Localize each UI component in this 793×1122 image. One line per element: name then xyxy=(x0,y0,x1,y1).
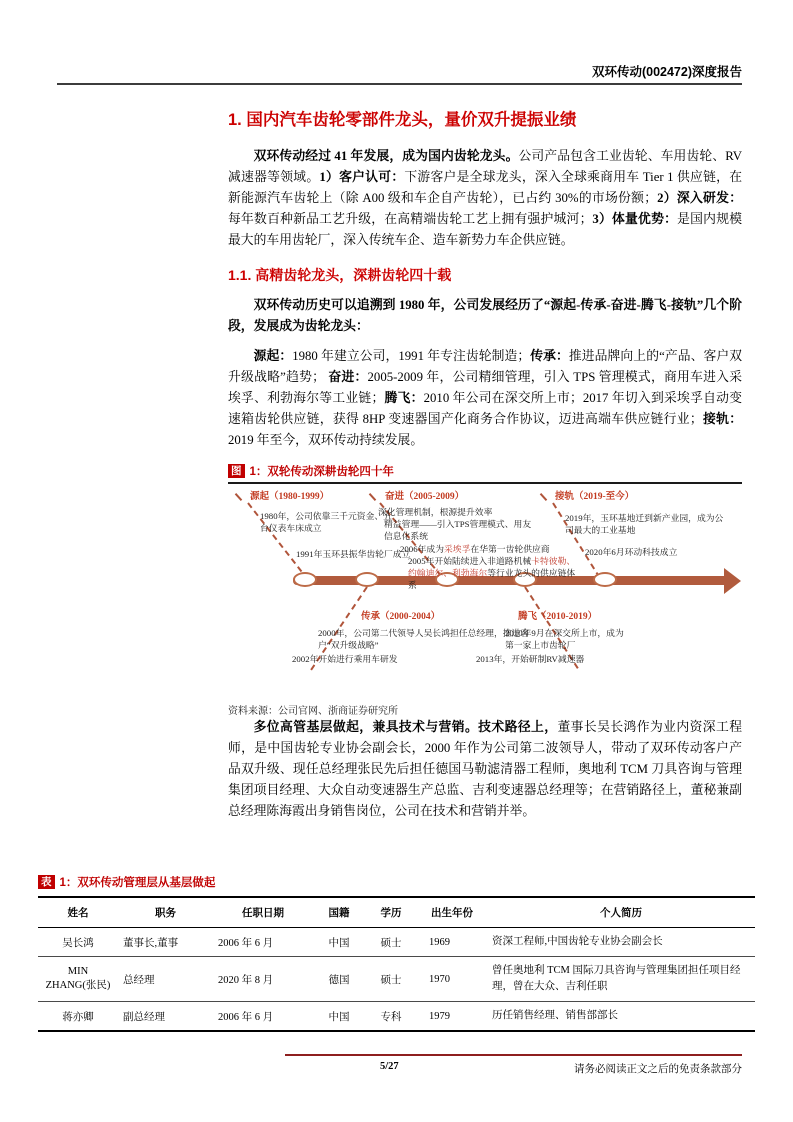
table-title: 1：双环传动管理层从基层做起 xyxy=(59,877,216,889)
report-title: 双环传动(002472)深度报告 xyxy=(591,65,742,79)
table-cell: 历任销售经理、销售部部长 xyxy=(492,1010,618,1021)
col-header-bio: 个人简历 xyxy=(487,897,755,928)
table-cell: 专科 xyxy=(380,1011,402,1023)
table-cell: 中国 xyxy=(328,937,350,949)
paragraph-company-overview: 双环传动经过 41 年发展，成为国内齿轮龙头。公司产品包含工业齿轮、车用齿轮、RV 减速器等领域。1）客户认可：下游客户是全球龙头，深入全球乘商用车 Tier 1 供应链，在新能源汽车齿轮上（除 A00 级和车企自产齿轮），已占约 30%的市场份额；2）深入研发：每年数百种新品工艺升级，在高精端齿轮工艺上拥有强护城河；3）体量优势：是国内规模最大的车用齿轮厂，深入传统车企、造车新势力车企供应链。 xyxy=(228,149,743,247)
col-header-start-date: 任职日期 xyxy=(213,897,313,928)
table-cell: 曾任奥地利 TCM 国际刀具咨询与管理集团担任项目经理，曾在大众、吉利任职 xyxy=(492,965,741,992)
timeline-node-5 xyxy=(593,572,617,587)
figure-tag: 图 xyxy=(228,464,245,479)
table-cell: 2006 年 6 月 xyxy=(218,937,274,949)
timeline-item: 2010年9月在深交所上市，成为第一家上市齿轮厂 xyxy=(505,628,624,650)
col-header-education: 学历 xyxy=(365,897,417,928)
timeline-item: 2019年，玉环基地迁到新产业园，成为公司最大的工业基地 xyxy=(565,513,724,535)
phase-label-strive: 奋进（2005-2009） xyxy=(385,492,465,502)
timeline-item: 2013年，开始研制RV减速器 xyxy=(476,654,585,664)
timeline-figure xyxy=(228,486,742,694)
page-number: 5/27 xyxy=(380,1061,399,1072)
figure-divider xyxy=(228,482,742,484)
paragraph-management: 多位高管基层做起，兼具技术与营销。技术路径上，董事长吴长鸿作为业内资深工程师，是中国齿轮专业协会副会长，2000 年作为公司第二波领导人，带动了双环传动客户产品双升级、现任总经理张民先后担任德国马勒滤清器工程师，奥地利 TCM 刀具咨询与管理集团项目经理、大众自动变速器生产总监、吉利变速器总经理等；在营销路径上，董秘兼副总经理陈海霞出身销售岗位，公司在技术和营销并举。 xyxy=(228,720,743,818)
table-cell: 硕士 xyxy=(380,974,402,986)
timeline-item: 1991年玉环县振华齿轮厂成立 xyxy=(296,549,411,559)
col-header-birth-year: 出生年份 xyxy=(417,897,487,928)
col-header-name: 姓名 xyxy=(38,897,118,928)
figure-source-note: 资料来源：公司官网、浙商证券研究所 xyxy=(228,706,398,717)
table-1-caption xyxy=(38,874,755,890)
page-footer xyxy=(285,1054,742,1076)
figure-1-caption xyxy=(228,463,742,479)
timeline-item: 1980年，公司依靠三千元资金、五台仪表车床成立 xyxy=(260,511,392,533)
page-header xyxy=(57,62,742,85)
table-cell: 硕士 xyxy=(380,937,402,949)
timeline-item: 2006年成为采埃孚在华第一齿轮供应商 xyxy=(400,544,550,554)
phase-label-inherit: 传承（2000-2004） xyxy=(361,612,441,622)
table-cell: 总经理 xyxy=(123,974,155,986)
table-cell: 2006 年 6 月 xyxy=(218,1011,274,1023)
col-header-position: 职务 xyxy=(118,897,213,928)
timeline-node-1 xyxy=(293,572,317,587)
table-cell: MIN ZHANG(张民) xyxy=(45,966,111,991)
table-cell: 中国 xyxy=(328,1011,350,1023)
col-header-nationality: 国籍 xyxy=(313,897,365,928)
tick-strive xyxy=(369,493,377,501)
table-cell: 2020 年 8 月 xyxy=(218,974,274,986)
table-row xyxy=(38,957,755,1002)
tick-origin xyxy=(235,493,243,501)
table-cell: 董事长,董事 xyxy=(123,937,179,949)
table-cell: 1979 xyxy=(429,1010,450,1022)
disclaimer-text: 请务必阅读正文之后的免责条款部分 xyxy=(574,1064,742,1075)
table-cell: 1969 xyxy=(429,936,450,948)
table-cell: 吴长鸿 xyxy=(62,937,94,949)
table-cell: 蒋亦卿 xyxy=(62,1011,94,1023)
figure-title: 1：双轮传动深耕齿轮四十年 xyxy=(249,466,394,478)
timeline-item: 2005年开始陆续进入非道路机械卡特彼勒、约翰迪尔、利勃海尔等行业龙头的供应链体系 xyxy=(408,556,576,590)
main-content xyxy=(228,98,742,831)
section-1-title: 1. 国内汽车齿轮零部件龙头，量价双升提振业绩 xyxy=(228,111,577,129)
phase-label-origin: 源起（1980-1999） xyxy=(250,492,330,502)
timeline-arrowhead-icon xyxy=(724,568,741,594)
timeline-node-2 xyxy=(355,572,379,587)
paragraph-history-intro: 双环传动历史可以追溯到 1980 年，公司发展经历了“源起-传承-奋进-腾飞-接轨”几个阶段，发展成为齿轮龙头： xyxy=(228,298,742,333)
table-tag: 表 xyxy=(38,875,55,890)
timeline-item: 2000年，公司第二代领导人吴长鸿担任总经理，推进客户“双升级战略” xyxy=(318,628,530,650)
section-1-1-title: 1.1. 高精齿轮龙头，深耕齿轮四十载 xyxy=(228,267,452,283)
tick-connect xyxy=(540,493,548,501)
phase-label-connect: 接轨（2019-至今） xyxy=(555,492,635,502)
table-row xyxy=(38,928,755,957)
timeline-item: 深化管理机制，根源提升效率 xyxy=(378,507,493,517)
phase-label-soar: 腾飞（2010-2019） xyxy=(518,612,598,622)
management-table xyxy=(38,896,755,1032)
timeline-item: 精益管理——引入TPS管理模式、用友信息化系统 xyxy=(384,519,532,541)
table-cell: 资深工程师,中国齿轮专业协会副会长 xyxy=(492,936,663,947)
table-row xyxy=(38,1002,755,1032)
paragraph-history-stages: 源起：1980 年建立公司，1991 年专注齿轮制造；传承：推进品牌向上的“产品、客户双升级战略”趋势； 奋进：2005-2009 年，公司精细管理，引入 TPS 管理模式，商用车进入采埃孚、利勃海尔等工业链；腾飞：2010 年公司在深交所上市；2017 年切入到采埃孚自动变速箱齿轮供应链，获得 8HP 变速器国产化商务合作协议，迈进高端车供应链行业；接轨：2019 年至今，双环传动持续发展。 xyxy=(228,349,743,447)
table-1-section xyxy=(38,874,755,1032)
timeline-item: 2002年开始进行乘用车研发 xyxy=(292,654,398,664)
timeline-item: 2020年6月环动科技成立 xyxy=(585,547,678,557)
table-header-row xyxy=(38,897,755,928)
table-cell: 德国 xyxy=(328,974,350,986)
table-cell: 副总经理 xyxy=(123,1011,165,1023)
table-cell: 1970 xyxy=(429,973,450,985)
header-divider xyxy=(57,83,742,85)
